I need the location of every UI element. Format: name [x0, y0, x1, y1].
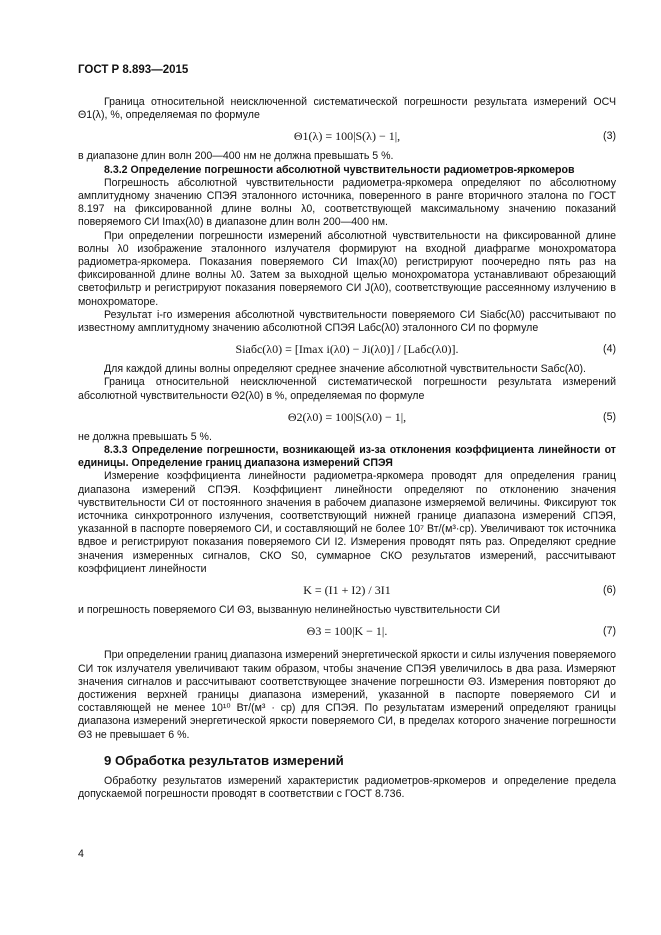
paragraph: и погрешность поверяемого СИ Θ3, вызванную нелинейностью чувствительности СИ [78, 604, 501, 617]
formula-5 [78, 403, 616, 431]
paragraph: Обработку результатов измерений характеристик радиометров-яркомеров и определение предела допускаемой погрешности проводят в соответствии с ГОСТ 8.736. [78, 774, 616, 800]
formula-7 [78, 617, 616, 645]
page-body [78, 96, 616, 801]
section-heading-9: 9 Обработка результатов измерений [104, 752, 344, 768]
paragraph: При определении погрешности измерений абсолютной чувствительности на фиксированной длине волны λ0 изображение эталонного излучателя формируют на входной диафрагме монохроматора радиометра-яркомера. Показания поверяемого СИ Imax(λ0) регистрируют поочередно пять раз на фиксированной длине волны λ0. Затем за выходной щелью монохроматора устанавливают обрезающий светофильтр и регистрируют показания поверяемого СИ J(λ0), соответствующие рассеянному излучению в монохроматоре. [78, 229, 616, 308]
paragraph: При определении границ диапазона измерений энергетической яркости и силы излучения поверяемого СИ ток излучателя увеличивают таким образом, чтобы значение СПЭЯ увеличилось в два раза. Измеряют значения сигналов и рассчитывают соответствующее значение погрешности Θ3. Измерения повторяют до достижения верхней границы диапазона измерений, указанной в паспорте поверяемого СИ и составляющей не менее 10¹⁰ Вт/(м³ · ср) для СПЭЯ. По результатам измерений определяют границы диапазона измерений энергетической яркости поверяемого СИ, в пределах которого значение погрешности Θ3 не превышает 6 %. [78, 649, 616, 741]
formula-number: (7) [603, 625, 616, 638]
paragraph: Для каждой длины волны определяют среднее значение абсолютной чувствительности Sабс(λ0). [104, 363, 586, 376]
paragraph: Погрешность абсолютной чувствительности радиометра-яркомера определяют по абсолютному амплитудному значению СПЭЯ эталонного источника, поверенного в ранге вторичного эталона по ГОСТ 8.197 на фиксированной длине волны λ0, соответствующей максимальному значению показаний поверяемого СИ Imax(λ0) в диапазоне длин волн 200—400 нм. [78, 176, 616, 229]
formula-expression: Θ3 = 100|K − 1|. [306, 624, 388, 639]
page-number: 4 [78, 848, 84, 860]
paragraph: Граница относительной неисключенной систематической погрешности результата измерений ОСЧ Θ1(λ), %, определяемая по формуле [78, 96, 616, 122]
paragraph: Результат i-го измерения абсолютной чувствительности поверяемого СИ Siабс(λ0) рассчитывают по известному амплитудному значению абсолютной СПЭЯ Lабс(λ0) эталонного СИ по формуле [78, 308, 616, 335]
formula-expression: Θ1(λ) = 100|S(λ) − 1|, [293, 129, 401, 144]
formula-3 [78, 122, 616, 150]
formula-4 [78, 335, 616, 363]
formula-number: (3) [603, 130, 616, 143]
paragraph: Граница относительной неисключенной систематической погрешности результата измерений абсолютной чувствительности Θ2(λ0) в %, определяемая по формуле [78, 376, 616, 402]
formula-6 [78, 576, 616, 604]
formula-number: (6) [603, 584, 616, 597]
formula-number: (4) [603, 343, 616, 356]
formula-number: (5) [603, 410, 616, 423]
paragraph: Измерение коэффициента линейности радиометра-яркомера проводят для определения границ диапазона измерений СПЭЯ. Коэффициент линейности определяют по отклонению значения чувствительности СИ от постоянного значения в рабочем диапазоне измеряемой величины. Фиксируют ток источника синхротронного излучения, соответствующий нижней границе диапазона измерений СПЭЯ, указанной в паспорте поверяемого СИ, и составляющий не более 10⁷ Вт/(м³·ср). Увеличивают ток источника вдвое и регистрируют показания поверяемого СИ I2. Измерения проводят пять раз. Определяют средние значения измеренных сигналов, СКО S0, суммарное СКО результатов измерений, рассчитывают коэффициент линейности [78, 470, 616, 575]
formula-expression: Θ2(λ0) = 100|S(λ0) − 1|, [287, 409, 407, 424]
section-heading-8-3-3: 8.3.3 Определение погрешности, возникающей из-за отклонения коэффициента линейности от единицы. Определение границ диапазона измерений СПЭЯ [78, 444, 616, 470]
document-header: ГОСТ Р 8.893—2015 [78, 64, 189, 76]
formula-expression: Siабс(λ0) = [Imax i(λ0) − Ji(λ0)] / [Lабс(λ0)]. [235, 342, 459, 357]
formula-expression: K = (I1 + I2) / 3I1 [303, 583, 391, 598]
paragraph: в диапазоне длин волн 200—400 нм не должна превышать 5 %. [78, 150, 394, 163]
paragraph: не должна превышать 5 %. [78, 430, 212, 443]
section-heading-8-3-2: 8.3.2 Определение погрешности абсолютной чувствительности радиометров-яркомеров [104, 163, 575, 176]
